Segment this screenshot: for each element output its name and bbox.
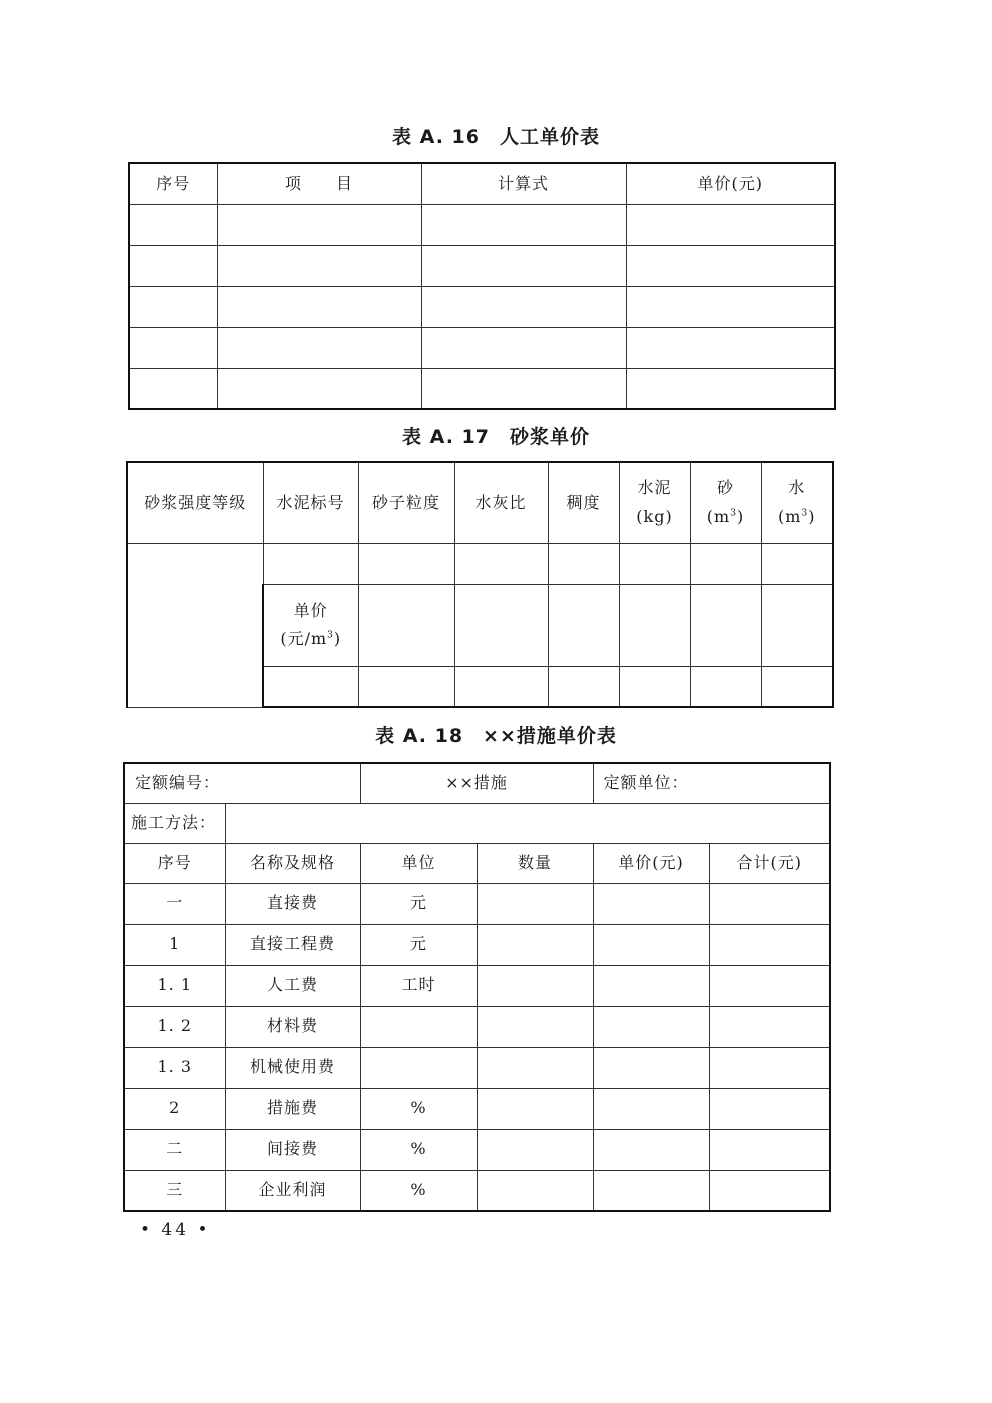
table-row [127,543,833,584]
quota-unit-label: 定额单位： [593,763,830,803]
header-consistency: 稠度 [548,462,619,543]
header-unit-price: 单价(元) [626,163,835,204]
header-cement: 水泥 (kg) [619,462,690,543]
quota-number-label: 定额编号： [124,763,360,803]
labor-price-table [128,162,836,410]
measure-price-table [123,762,831,1212]
page-number: • 44 • [140,1220,211,1240]
table-row: 1. 3 机械使用费 [124,1047,830,1088]
header-water: 水 $(m^3)$ [761,462,833,543]
header-formula: 计算式 [421,163,626,204]
header-cement-mark: 水泥标号 [263,462,358,543]
measure-label: ××措施 [360,763,593,803]
header-wc-ratio: 水灰比 [454,462,548,543]
table-row: 1 直接工程费 元 [124,924,830,965]
table-row [129,286,835,327]
table-row [129,245,835,286]
header-mortar-grade: 砂浆强度等级 [127,462,263,543]
table-row [129,204,835,245]
header-item: 项 目 [217,163,421,204]
header-name-spec: 名称及规格 [225,843,360,883]
table-16-title: 表 A. 16 人工单价表 [392,126,600,148]
header-serial: 序号 [129,163,217,204]
table-row [129,368,835,409]
table-row: 二 间接费 % [124,1129,830,1170]
table-row [129,327,835,368]
table-row: 1. 2 材料费 [124,1006,830,1047]
header-unit-price: 单价(元) [593,843,709,883]
header-total: 合计(元) [709,843,830,883]
table-row: 一 直接费 元 [124,883,830,924]
header-quantity: 数量 [477,843,593,883]
table-row: 1. 1 人工费 工时 [124,965,830,1006]
header-sand-grain: 砂子粒度 [358,462,454,543]
mortar-price-table [126,461,834,708]
table-18-title: 表 A. 18 ××措施单价表 [375,725,617,747]
table-17-title: 表 A. 17 砂浆单价 [402,426,590,448]
unit-price-cell: 单价 (元$/m^3$) [263,584,358,666]
table-row: 三 企业利润 % [124,1170,830,1211]
header-unit: 单位 [360,843,477,883]
header-serial: 序号 [124,843,225,883]
table-row: 2 措施费 % [124,1088,830,1129]
header-sand: 砂 $(m^3)$ [690,462,761,543]
construction-method-label: 施工方法： [124,803,225,843]
